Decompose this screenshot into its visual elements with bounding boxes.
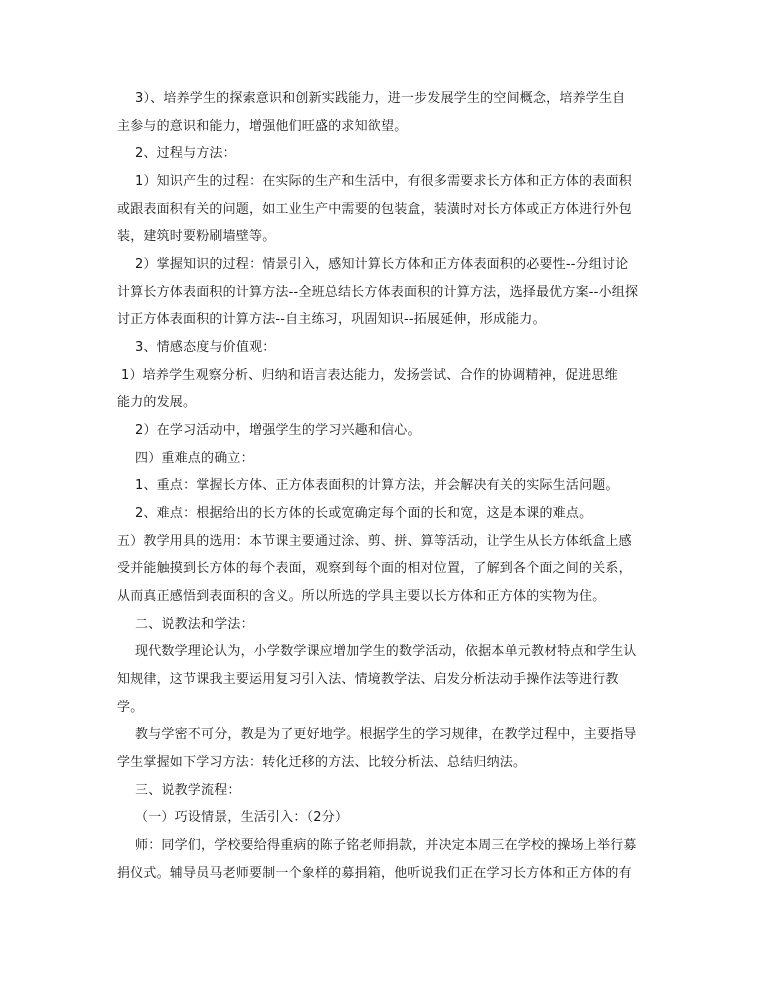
text-line: 学。 xyxy=(117,700,144,715)
text-line: 教与学密不可分，教是为了更好地学。根据学生的学习规律，在教学过程中，主要指导 xyxy=(135,727,637,742)
text-line: 学生掌握如下学习方法：转化迁移的方法、比较分析法、总结归纳法。 xyxy=(117,755,527,770)
section-heading: 3、情感态度与价值观： xyxy=(135,340,276,355)
text-line: 2、难点：根据给出的长方体的长或宽确定每个面的长和宽，这是本课的难点。 xyxy=(135,506,593,521)
text-line: 从而真正感悟到表面积的含义。所以所选的学具主要以长方体和正方体的实物为住。 xyxy=(117,589,606,604)
text-line: 1、重点：掌握长方体、正方体表面积的计算方法，并会解决有关的实际生活问题。 xyxy=(135,478,619,493)
text-line: 2）掌握知识的过程：情景引入，感知计算长方体和正方体表面积的必要性--分组讨论 xyxy=(135,257,629,272)
text-line: 1）培养学生观察分析、归纳和语言表达能力，发扬尝试、合作的协调精神，促进思维 xyxy=(121,368,618,383)
text-line: 现代数学理论认为，小学数学课应增加学生的数学活动，依据本单元教材特点和学生认 xyxy=(135,644,637,659)
text-line: 2）在学习活动中，增强学生的学习兴趣和信心。 xyxy=(135,423,421,438)
text-line: 受并能触摸到长方体的每个表面，观察到每个面的相对位置，了解到各个面之间的关系， xyxy=(117,561,632,576)
text-line: 知规律，这节课我主要运用复习引入法、情境教学法、启发分析法动手操作法等进行教 xyxy=(117,672,619,687)
text-line: 1）知识产生的过程：在实际的生产和生活中，有很多需要求长方体和正方体的表面积 xyxy=(135,174,632,189)
text-line: 主参与的意识和能力，增强他们旺盛的求知欲望。 xyxy=(117,119,408,134)
section-heading: 二、说教法和学法： xyxy=(135,617,254,632)
text-line: 或跟表面积有关的问题，如工业生产中需要的包装盒，装潢时对长方体或正方体进行外包 xyxy=(117,202,632,217)
text-line: 计算长方体表面积的计算方法--全班总结长方体表面积的计算方法，选择最优方案--小组探 xyxy=(117,285,639,300)
text-line: 师：同学们，学校要给得重病的陈子铭老师捐款，并决定本周三在学校的操场上举行募 xyxy=(135,838,637,853)
text-line: 五）教学用具的选用：本节课主要通过涂、剪、拼、算等活动，让学生从长方体纸盒上感 xyxy=(117,534,632,549)
text-line: 能力的发展。 xyxy=(117,395,197,410)
section-heading: 三、说教学流程： xyxy=(135,783,241,798)
text-line: 讨正方体表面积的计算方法--自主练习，巩固知识--拓展延伸，形成能力。 xyxy=(117,312,546,327)
section-heading: 四）重难点的确立： xyxy=(135,451,254,466)
text-line: 装，建筑时要粉刷墙壁等。 xyxy=(117,229,276,244)
text-line: 3）、培养学生的探索意识和创新实践能力，进一步发展学生的空间概念，培养学生自 xyxy=(135,91,626,106)
text-line: 捐仪式。辅导员马老师要制一个象样的募捐箱，他听说我们正在学习长方体和正方体的有 xyxy=(117,866,632,881)
section-heading: （一）巧设情景，生活引入：（2分） xyxy=(135,810,349,825)
section-heading: 2、过程与方法： xyxy=(135,146,236,161)
